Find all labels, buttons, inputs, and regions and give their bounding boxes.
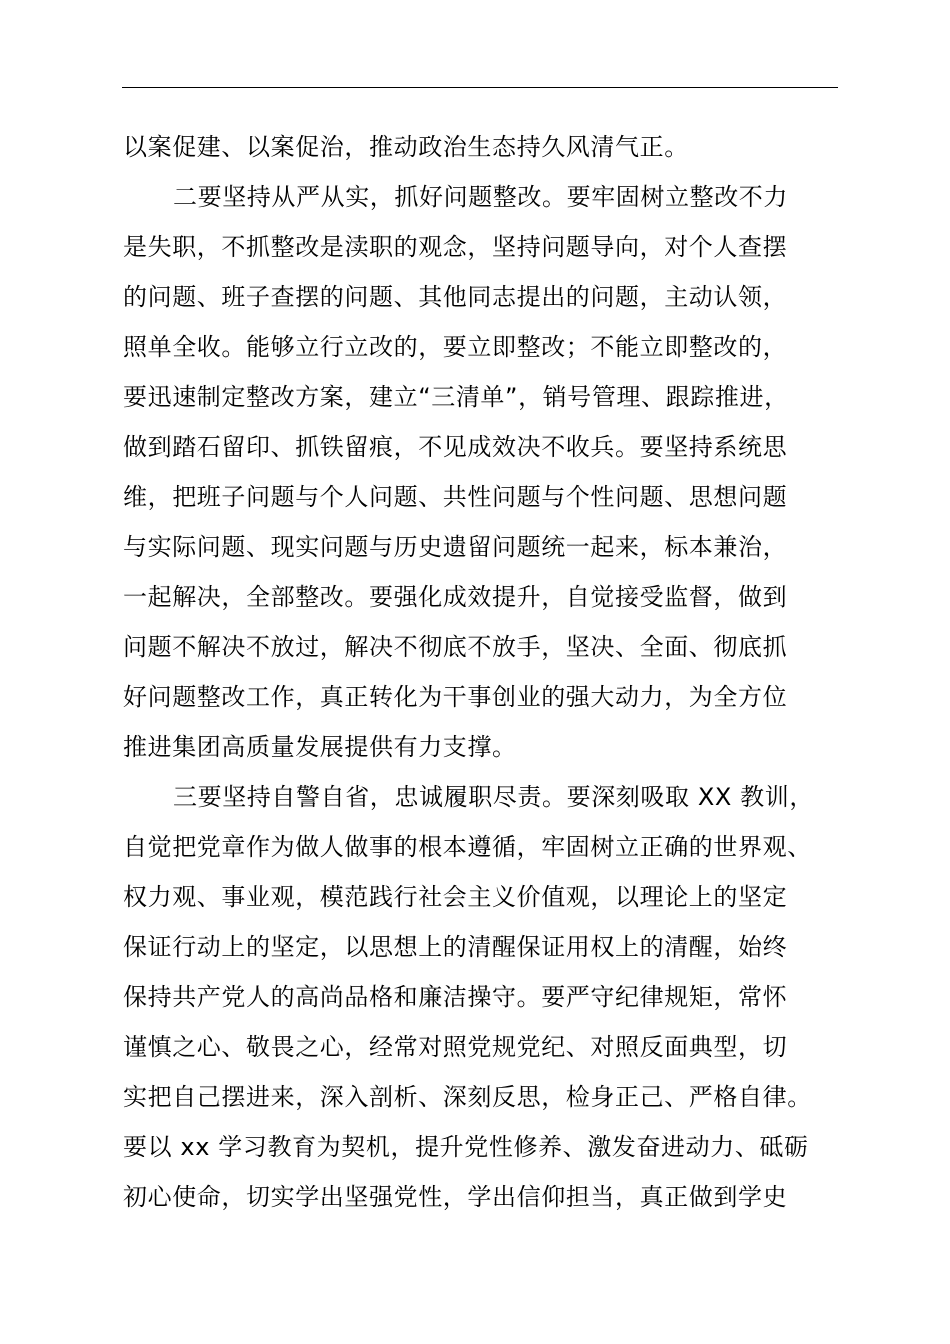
text-line-15: 自觉把党章作为做人做事的根本遵循，牢固树立正确的世界观、 (123, 833, 812, 861)
text-line-6: 要迅速制定整改方案，建立“三清单”，销号管理、跟踪推进， (123, 383, 789, 411)
text-line-9: 与实际问题、现实问题与历史遗留问题统一起来，标本兼治， (123, 533, 788, 561)
text-line-19: 谨慎之心、敬畏之心，经常对照党规党纪、对照反面典型，切 (123, 1033, 788, 1061)
text-line-12: 好问题整改工作，真正转化为干事创业的强大动力，为全方位 (123, 683, 788, 711)
text-line-18: 保持共产党人的高尚品格和廉洁操守。要严守纪律规矩，常怀 (123, 983, 788, 1011)
text-line-7: 做到踏石留印、抓铁留痕，不见成效决不收兵。要坚持系统思 (123, 433, 788, 461)
text-line-13: 推进集团高质量发展提供有力支撑。 (123, 733, 517, 761)
text-line-4: 的问题、班子查摆的问题、其他同志提出的问题，主动认领， (123, 283, 788, 311)
text-line-16: 权力观、事业观，模范践行社会主义价值观，以理论上的坚定 (123, 883, 788, 911)
text-line-5: 照单全收。能够立行立改的，要立即整改；不能立即整改的， (123, 333, 788, 361)
text-line-17: 保证行动上的坚定，以思想上的清醒保证用权上的清醒，始终 (123, 933, 788, 961)
text-line-3: 是失职，不抓整改是渎职的观念，坚持问题导向，对个人查摆 (123, 233, 788, 261)
text-line-11: 问题不解决不放过，解决不彻底不放手，坚决、全面、彻底抓 (123, 633, 788, 661)
text-line-8: 维，把班子问题与个人问题、共性问题与个性问题、思想问题 (123, 483, 788, 511)
text-line-1: 以案促建、以案促治，推动政治生态持久风清气正。 (123, 133, 689, 161)
paragraph-2-first-line: 二要坚持从严从实，抓好问题整改。要牢固树立整改不力 (173, 183, 788, 211)
text-line-10: 一起解决，全部整改。要强化成效提升，自觉接受监督，做到 (123, 583, 788, 611)
text-line-22: 初心使命，切实学出坚强党性，学出信仰担当，真正做到学史 (123, 1183, 788, 1211)
header-rule (122, 87, 838, 88)
text-line-20: 实把自己摆进来，深入剖析、深刻反思，检身正己、严格自律。 (123, 1083, 812, 1111)
paragraph-3-first-line: 三要坚持自警自省，忠诚履职尽责。要深刻吸取 XX 教训， (173, 783, 814, 811)
text-line-21: 要以 xx 学习教育为契机，提升党性修养、激发奋进动力、砥砺 (123, 1133, 809, 1161)
